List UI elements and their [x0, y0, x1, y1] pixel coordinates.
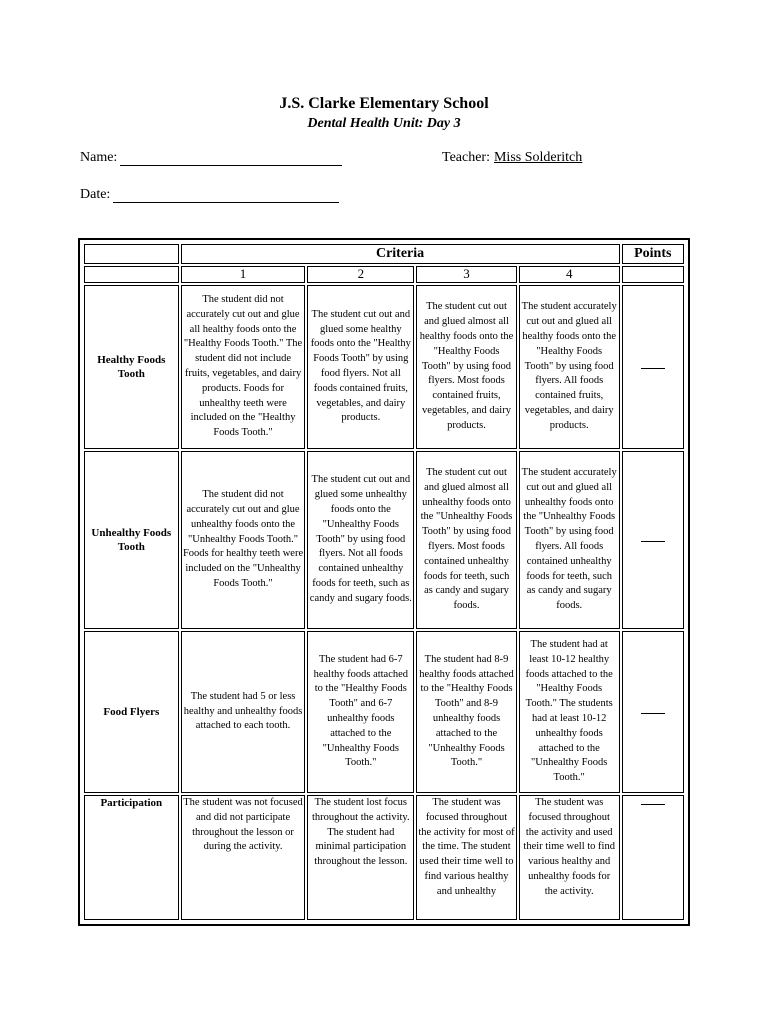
rubric-cell: The student had 5 or less healthy and unhealthy foods attached to each tooth. [181, 631, 306, 793]
points-cell[interactable] [622, 795, 684, 920]
unit-title: Dental Health Unit: Day 3 [307, 116, 461, 131]
date-label: Date: [80, 187, 111, 202]
teacher-field [442, 150, 588, 166]
criteria-header: Criteria [181, 244, 620, 264]
rubric-cell: The student cut out and glued almost all unhealthy foods onto the "Unhealthy Foods Tooth" by using food flyers. Most foods contained unhealthy foods for teeth, such as candy and sugary foods. [416, 451, 517, 629]
criterion-food-flyers: Food Flyers [84, 631, 179, 793]
points-blank[interactable] [641, 804, 665, 805]
points-cell[interactable] [622, 285, 684, 449]
rubric-cell: The student had at least 10-12 healthy foods attached to the "Healthy Foods Tooth." The students had at least 10-12 unhealthy foods attached to the "Unhealthy Foods Tooth." [519, 631, 620, 793]
table-row [84, 795, 684, 920]
teacher-label: Teacher: [442, 150, 490, 165]
name-field [80, 150, 342, 166]
rubric-cell: The student did not accurately cut out and glue unhealthy foods onto the "Unhealthy Foods Tooth." Foods for healthy teeth were included on the "Unhealthy Foods Tooth." [181, 451, 306, 629]
date-field [80, 187, 339, 203]
header-blank-cell [84, 244, 179, 264]
level-4-header: 4 [519, 266, 620, 283]
rubric-cell: The student cut out and glued almost all healthy foods onto the "Healthy Foods Tooth" by using food flyers. Most foods contained fruits, vegetables, and dairy products. [416, 285, 517, 449]
level-3-header: 3 [416, 266, 517, 283]
rubric-table-frame [78, 238, 690, 926]
points-blank[interactable] [641, 541, 665, 542]
level-blank-cell [84, 266, 179, 283]
rubric-cell: The student had 6-7 healthy foods attached to the "Healthy Foods Tooth" and 6-7 unhealthy foods attached to the "Unhealthy Foods Tooth." [307, 631, 414, 793]
rubric-cell: The student did not accurately cut out and glue all healthy foods onto the "Healthy Foods Tooth." The student did not include fruits, vegetables, and dairy products. Foods for unhealthy teeth were included on the "Healthy Foods Tooth." [181, 285, 306, 449]
name-label: Name: [80, 150, 118, 165]
name-blank-line[interactable] [120, 151, 342, 166]
points-blank[interactable] [641, 713, 665, 714]
rubric-cell: The student was focused throughout the activity for most of the time. The student used their time well to find various healthy and unhealthy [416, 795, 517, 920]
points-cell[interactable] [622, 631, 684, 793]
rubric-cell: The student cut out and glued some unhealthy foods onto the "Unhealthy Foods Tooth" by using food flyers. Not all foods contained unhealthy foods for teeth, such as candy and sugary foods. [307, 451, 414, 629]
rubric-cell: The student accurately cut out and glued all unhealthy foods onto the "Unhealthy Foods Tooth" by using food flyers. All foods contained unhealthy foods for teeth, such as candy and sugary foods. [519, 451, 620, 629]
rubric-header-row [84, 244, 684, 264]
date-blank-line[interactable] [113, 188, 339, 203]
points-cell[interactable] [622, 451, 684, 629]
table-row [84, 631, 684, 793]
points-blank[interactable] [641, 368, 665, 369]
rubric-cell: The student had 8-9 healthy foods attached to the "Healthy Foods Tooth" and 8-9 unhealthy foods attached to the "Unhealthy Foods Tooth." [416, 631, 517, 793]
table-row [84, 285, 684, 449]
school-name: J.S. Clarke Elementary School [279, 95, 489, 112]
criterion-unhealthy-foods-tooth: Unhealthy Foods Tooth [84, 451, 179, 629]
rubric-cell: The student accurately cut out and glued all healthy foods onto the "Healthy Foods Tooth" by using food flyers. All foods contained fruits, vegetables, and dairy products. [519, 285, 620, 449]
rubric-table [82, 242, 686, 922]
rubric-cell: The student lost focus throughout the activity. The student had minimal participation throughout the lesson. [307, 795, 414, 920]
level-header-row [84, 266, 684, 283]
rubric-cell: The student was focused throughout the activity and used their time well to find various healthy and unhealthy foods for the activity. [519, 795, 620, 920]
rubric-cell: The student was not focused and did not participate throughout the lesson or during the activity. [181, 795, 306, 920]
level-1-header: 1 [181, 266, 306, 283]
criterion-healthy-foods-tooth: Healthy Foods Tooth [84, 285, 179, 449]
points-header: Points [622, 244, 684, 264]
points-blank-cell [622, 266, 684, 283]
criterion-participation: Participation [84, 795, 179, 920]
rubric-cell: The student cut out and glued some healthy foods onto the "Healthy Foods Tooth" by using food flyers. Not all foods contained fruits, vegetables, and dairy products. [307, 285, 414, 449]
table-row [84, 451, 684, 629]
teacher-value: Miss Solderitch [493, 150, 583, 165]
level-2-header: 2 [307, 266, 414, 283]
